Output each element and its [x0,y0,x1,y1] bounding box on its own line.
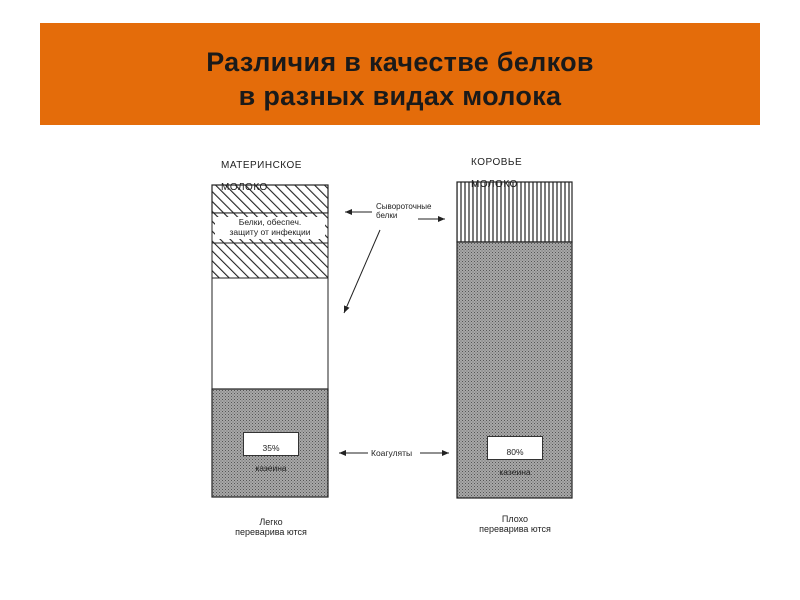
human-white-section [212,278,328,389]
human-casein-percent: 35% [262,443,280,453]
human-milk-header-line1: МАТЕРИНСКОЕ [221,160,302,171]
cow-milk-header-line1: КОРОВЬЕ [471,157,523,168]
annotation-arrows [339,212,449,453]
coagulates-label: Коагуляты [371,448,413,458]
human-casein-word: казеина [255,463,287,473]
cow-milk-header-line2: МОЛОКО [471,179,518,190]
whey-arrow-down [344,230,380,313]
human-casein-label [243,432,299,473]
cow-casein-word: казеина [499,467,531,477]
cow-digestion-note: Плохо переварива ются [479,514,551,534]
title-line-2: в разных видах молока [238,81,562,111]
human-digestion-note: Легко переварива ются [235,517,307,537]
cow-casein-label [487,436,543,477]
human-whey-hatched-bottom [212,243,328,278]
cow-milk-header [471,146,522,201]
human-milk-header-line2: МОЛОКО [221,182,268,193]
protection-proteins-label: Белки, обеспеч. защиту от инфекции [215,217,325,239]
title-line-1: Различия в качестве белков [206,47,594,77]
human-milk-header [221,149,302,204]
whey-proteins-label: Сывороточные белки [376,202,432,220]
cow-casein-percent: 80% [506,447,524,457]
